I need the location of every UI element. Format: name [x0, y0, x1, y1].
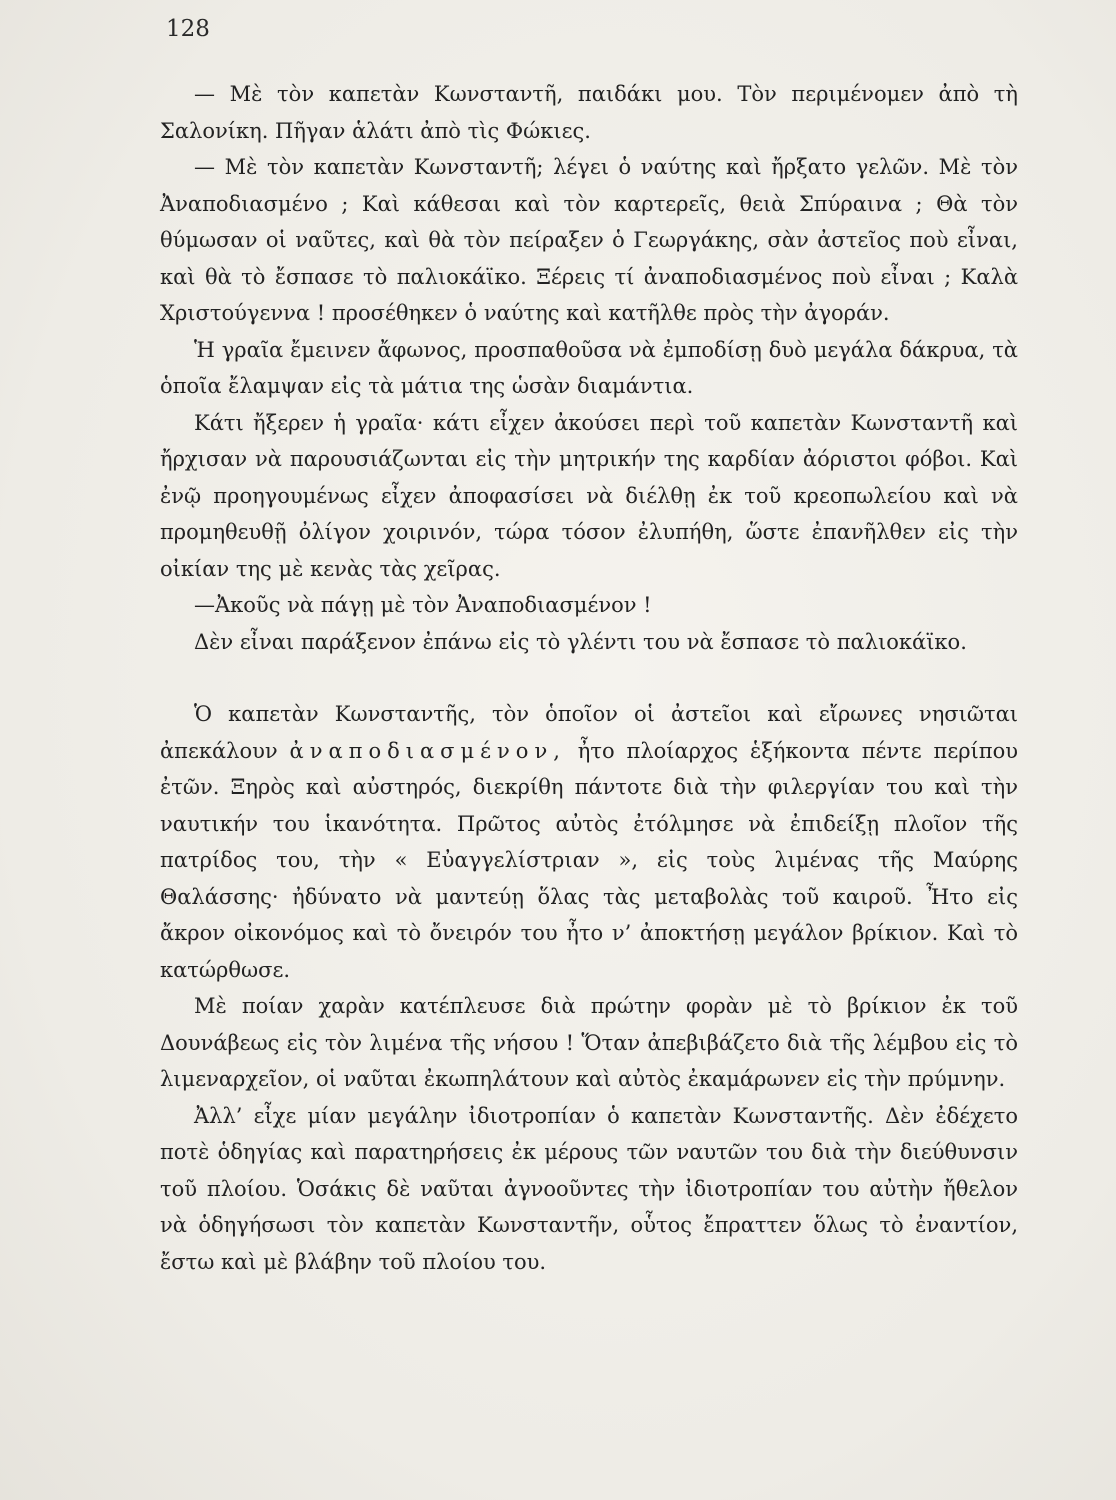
body-text	[160, 76, 1018, 1280]
paragraph: Κάτι ἤξερεν ἡ γραῖα· κάτι εἶχεν ἀκούσει περὶ τοῦ καπετὰν Κωνσταντῆ καὶ ἤρχισαν νὰ παρουσιάζωνται εἰς τὴν μητρικήν της καρδίαν ἀόριστοι φόβοι. Καὶ ἐνῷ προηγουμένως εἶχεν ἀποφασίσει νὰ διέλθῃ ἐκ τοῦ κρεοπωλείου καὶ νὰ προμηθευθῇ ὀλίγον χοιρινόν, τώρα τόσον ἐλυπήθη, ὥστε ἐπανῆλθεν εἰς τὴν οἰκίαν της μὲ κενὰς τὰς χεῖρας.	[160, 410, 1018, 581]
paragraph: —Ἀκοῦς νὰ πάγῃ μὲ τὸν Ἀναποδιασμένον !	[194, 593, 652, 617]
paragraph: Ἀλλ’ εἶχε μίαν μεγάλην ἰδιοτροπίαν ὁ καπετὰν Κωνσταντῆς. Δὲν ἐδέχετο ποτὲ ὁδηγίας καὶ παρατηρήσεις ἐκ μέρους τῶν ναυτῶν του διὰ τὴν διεύθυνσιν τοῦ πλοίου. Ὁσάκις δὲ ναῦται ἀγνοοῦντες τὴν ἰδιοτροπίαν του αὐτὴν ἤθελον νὰ ὁδηγήσωσι τὸν καπετὰν Κωνσταντῆν, οὗτος ἔπραττεν ὅλως τὸ ἐναντίον, ἔστω καὶ μὲ βλάβην τοῦ πλοίου του.	[160, 1103, 1018, 1274]
paragraph: Ἡ γραῖα ἔμεινεν ἄφωνος, προσπαθοῦσα νὰ ἐμποδίσῃ δυὸ μεγάλα δάκρυα, τὰ ὁποῖα ἔλαμψαν εἰς τὰ μάτια της ὡσὰν διαμάντια.	[160, 337, 1018, 398]
page-number: 128	[166, 16, 210, 42]
paragraph: Μὲ ποίαν χαρὰν κατέπλευσε διὰ πρώτην φορὰν μὲ τὸ βρίκιον ἐκ τοῦ Δουνάβεως εἰς τὸν λιμένα τῆς νήσου ! Ὅταν ἀπεβιβάζετο διὰ τῆς λέμβου εἰς τὸ λιμεναρχεῖον, οἱ ναῦται ἐκωπηλάτουν καὶ αὐτὸς ἐκαμάρωνεν εἰς τὴν πρύμνην.	[160, 994, 1018, 1091]
paragraph-text: Ὁ καπετὰν Κωνσταντῆς, τὸν ὁποῖον οἱ ἀστεῖοι καὶ εἴρωνες νησιῶται ἀπεκάλουν	[160, 702, 1018, 763]
spaced-nickname: ἀναποδιασμένον,	[289, 738, 566, 763]
paragraph: — Μὲ τὸν καπετὰν Κωνσταντῆ; λέγει ὁ ναύτης καὶ ἤρξατο γελῶν. Μὲ τὸν Ἀναποδιασμένο ; Καὶ κάθεσαι καὶ τὸν καρτερεῖς, θειὰ Σπύραινα ; Θὰ τὸν θύμωσαν οἱ ναῦτες, καὶ θὰ τὸν πείραξεν ὁ Γεωργάκης, σὰν ἀστεῖος ποὺ εἶναι, καὶ θὰ τὸ ἔσπασε τὸ παλιοκάϊκο. Ξέρεις τί ἀναποδιασμένος ποὺ εἶναι ; Καλὰ Χριστούγεννα ! προσέθηκεν ὁ ναύτης καὶ κατῆλθε πρὸς τὴν ἀγοράν.	[160, 155, 1018, 325]
paragraph: Δὲν εἶναι παράξενον ἐπάνω εἰς τὸ γλέντι του νὰ ἔσπασε τὸ παλιοκάϊκο.	[194, 629, 967, 654]
paragraph-text: ἦτο πλοίαρχος ἑξήκοντα πέντε περίπου ἐτῶν. Ξηρὸς καὶ αὐστηρός, διεκρίθη πάντοτε διὰ τὴν φιλεργίαν του καὶ τὴν ναυτικήν του ἱκανότητα. Πρῶτος αὐτὸς ἐτόλμησε νὰ ἐπιδείξῃ πλοῖον τῆς πατρίδος του, τὴν « Εὐαγγελίστριαν », εἰς τοὺς λιμένας τῆς Μαύρης Θαλάσσης· ἠδύνατο νὰ μαντεύῃ ὅλας τὰς μεταβολὰς τοῦ καιροῦ. Ἦτο εἰς ἄκρον οἰκονόμος καὶ τὸ ὄνειρόν του ἦτο ν’ ἀποκτήσῃ μεγάλον βρίκιον. Καὶ τὸ κατώρθωσε.	[160, 738, 1018, 982]
paragraph	[160, 696, 1018, 988]
paragraph: — Μὲ τὸν καπετὰν Κωνσταντῆ, παιδάκι μου. Τὸν περιμένομεν ἀπὸ τὴ Σαλονίκη. Πῆγαν ἁλάτι ἀπὸ τὶς Φώκιες.	[160, 82, 1018, 143]
